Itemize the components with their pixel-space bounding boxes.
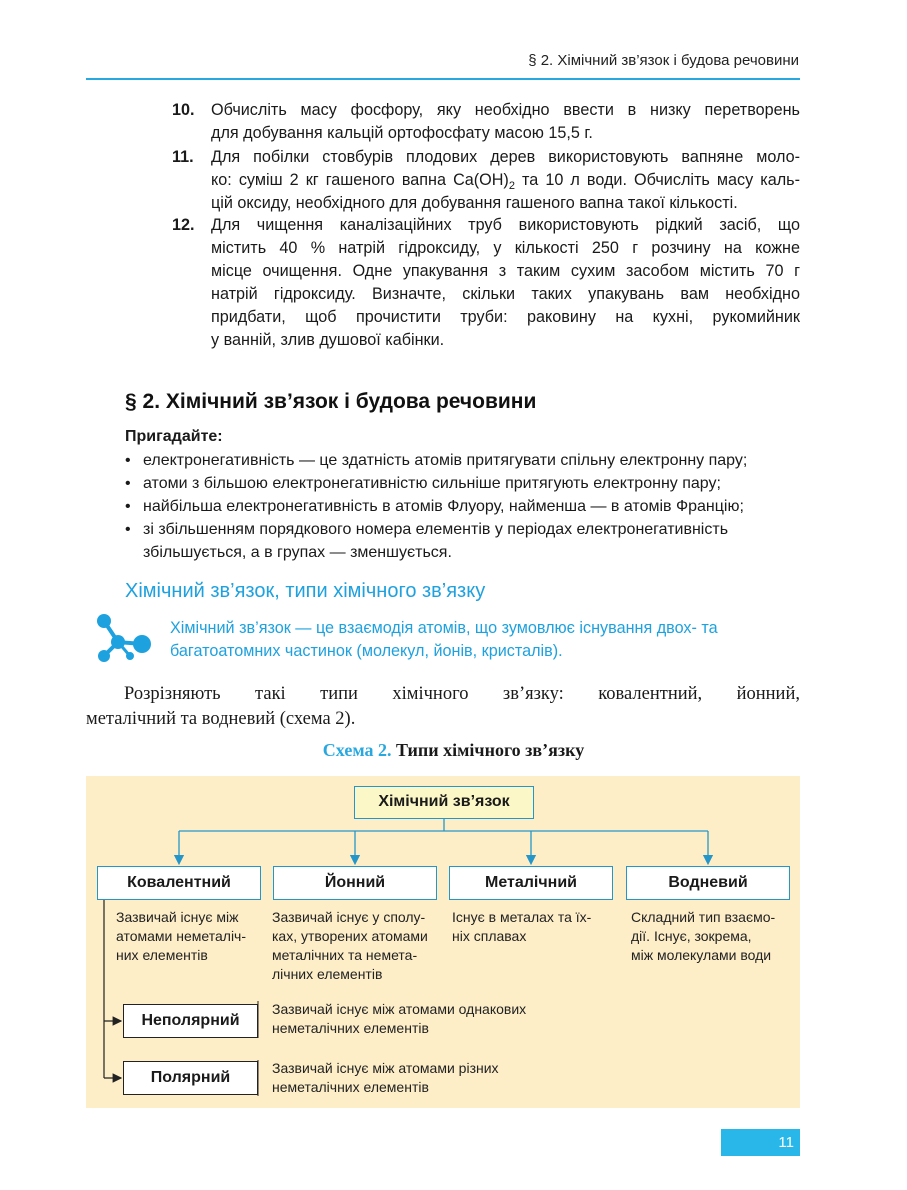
task-line: придбати, щоб прочистити труби: раковину на кухні, рукомийник xyxy=(211,308,800,326)
polar-description xyxy=(272,1059,499,1097)
desc-line: Складний тип взаємо- xyxy=(631,909,776,925)
task-line: у ванній, злив душової кабінки. xyxy=(211,331,445,349)
desc-line: Зазвичай існує у сполу- xyxy=(272,909,426,925)
desc-line: дії. Існує, зокрема, xyxy=(631,928,752,944)
task-line: Для побілки стовбурів плодових дерев використовують вапняне моло- xyxy=(211,148,800,166)
recall-title: Пригадайте: xyxy=(125,428,223,445)
task-line: Обчисліть масу фосфору, яку необхідно ввести в низку перетворень xyxy=(211,101,800,119)
definition-text: Хімічний зв’язок — це взаємодія атомів, що зумовлює існування двох- та багатоатомних частинок (молекул, йонів, кристалів). xyxy=(170,619,718,660)
subsection-title: Хімічний зв’язок, типи хімічного зв’язку xyxy=(125,580,486,602)
type-node-hydrogen: Водневий xyxy=(626,866,790,900)
list-item: • атоми з більшою електронегативністю сильніше притягують електронну пару; xyxy=(125,472,801,495)
task-line: містить 40 % натрій гідроксиду, у кількості 250 г розчину на кожне xyxy=(211,239,800,257)
scheme-caption-text: Типи хімічного зв’язку xyxy=(395,740,585,760)
subtype-node-polar: Полярний xyxy=(123,1061,258,1095)
task-line: Для чищення каналізаційних труб використовують рідкий засіб, що xyxy=(211,216,800,234)
nonpolar-description xyxy=(272,1000,526,1038)
task-number: 10. xyxy=(172,101,195,119)
root-node: Хімічний зв’язок xyxy=(354,786,534,819)
desc-line: лічних елементів xyxy=(272,966,383,982)
list-item: • зі збільшенням порядкового номера елементів у періодах електронегативність збільшується, а в групах — зменшується. xyxy=(125,518,801,564)
desc-line: Зазвичай існує між xyxy=(116,909,239,925)
paragraph-line: Розрізняють такі типи хімічного зв’язку: ковалентний, йонний, xyxy=(124,684,800,704)
desc-line: між молекулами води xyxy=(631,947,772,963)
hydrogen-description xyxy=(631,908,775,965)
task-line: натрій гідроксиду. Визначте, скільки таких упакувань вам необхідно xyxy=(211,285,800,303)
desc-line: ніх сплавах xyxy=(452,928,527,944)
type-node-covalent: Ковалентний xyxy=(97,866,261,900)
scheme-label: Схема 2. xyxy=(322,740,392,760)
task-number: 11. xyxy=(172,148,194,166)
task-number: 12. xyxy=(172,216,195,234)
ionic-description xyxy=(272,908,428,984)
task-line: для добування кальцій ортофосфату масою 15,5 г. xyxy=(211,124,593,142)
section-title: § 2. Хімічний зв’язок і будова речовини xyxy=(125,390,537,413)
task-line: цій оксиду, необхідного для добування гашеного вапна такої кількості. xyxy=(211,194,738,212)
subtype-node-nonpolar: Неполярний xyxy=(123,1004,258,1038)
desc-line: атомами неметаліч- xyxy=(116,928,247,944)
desc-line: ках, утворених атомами xyxy=(272,928,428,944)
desc-line: неметалічних елементів xyxy=(272,1020,429,1036)
desc-line: металічних та немета- xyxy=(272,947,418,963)
desc-line: неметалічних елементів xyxy=(272,1079,429,1095)
type-node-ionic: Йонний xyxy=(273,866,437,900)
metallic-description xyxy=(452,908,591,946)
paragraph-line: металічний та водневий (схема 2). xyxy=(86,709,356,729)
desc-line: Існує в металах та їх- xyxy=(452,909,592,925)
task-line-part: та 10 л води. Обчисліть масу каль- xyxy=(514,171,801,189)
desc-line: них елементів xyxy=(116,947,208,963)
covalent-description xyxy=(116,908,246,965)
subscript: 2 xyxy=(508,180,515,193)
page-number: 11 xyxy=(721,1129,800,1156)
list-item: • електронегативність — це здатність атомів притягувати спільну електронну пару; xyxy=(125,449,801,472)
task-line: місце очищення. Одне упакування з таким сухим засобом містить 70 г xyxy=(211,262,800,280)
desc-line: Зазвичай існує між атомами однакових xyxy=(272,1001,527,1017)
list-item: • найбільша електронегативність в атомів Флуору, найменша — в атомів Францію; xyxy=(125,495,801,518)
desc-line: Зазвичай існує між атомами різних xyxy=(272,1060,499,1076)
running-head: § 2. Хімічний зв’язок і будова речовини xyxy=(528,52,799,69)
type-node-metallic: Металічний xyxy=(449,866,613,900)
task-line-part: ко: суміш 2 кг гашеного вапна Ca(OH) xyxy=(211,171,509,189)
